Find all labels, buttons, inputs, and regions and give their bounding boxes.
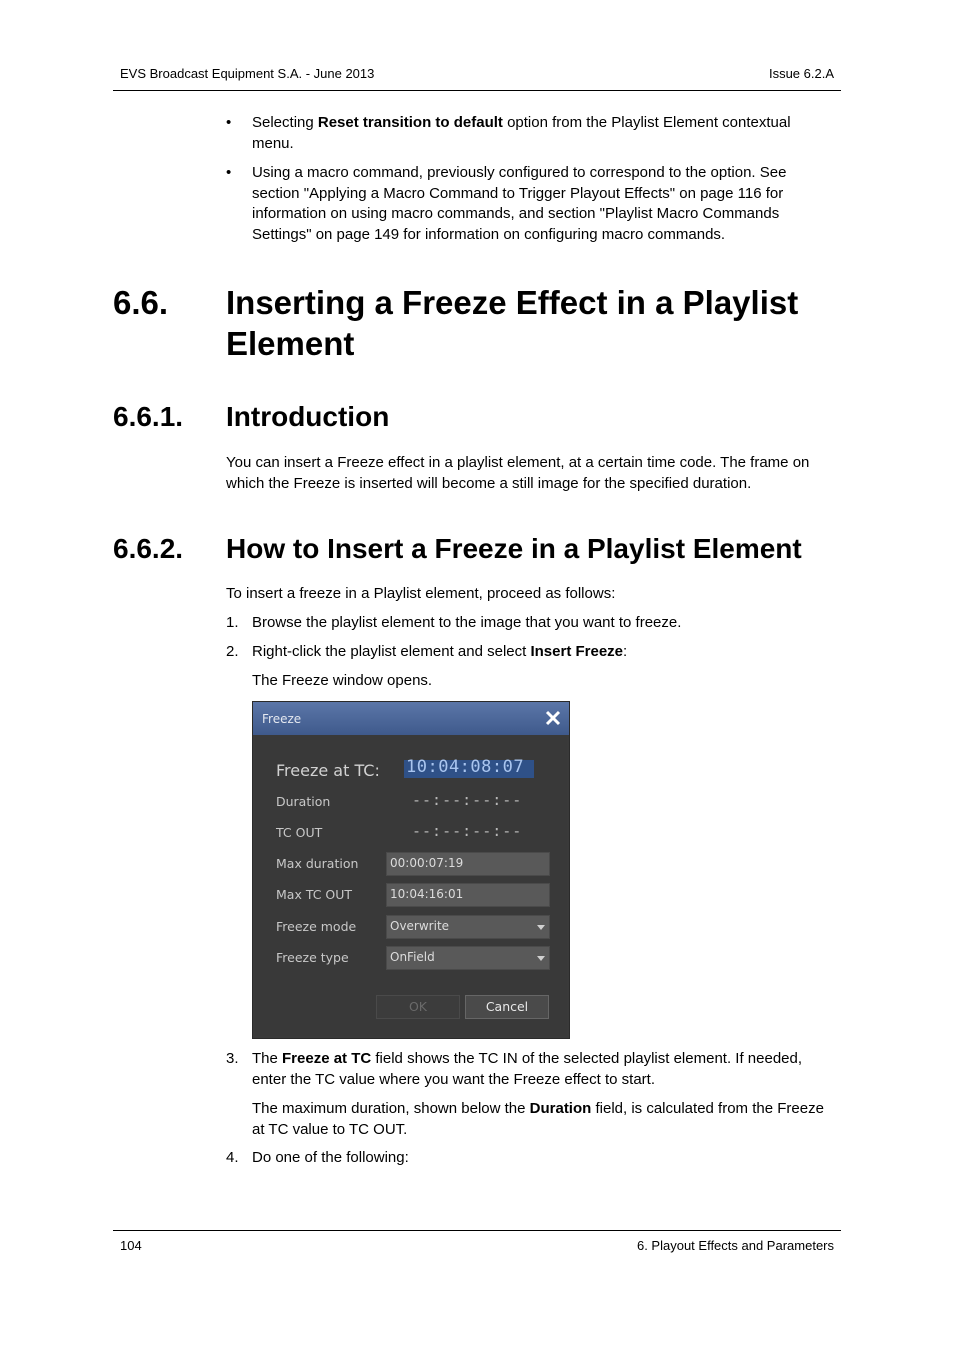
bullet-item: Selecting Reset transition to default option from the Playlist Element contextual menu. — [252, 114, 791, 152]
freeze-type-value: OnField — [390, 950, 435, 964]
max-duration-label: Max duration — [276, 856, 359, 871]
bullet-marker: • — [226, 164, 232, 181]
freeze-type-select[interactable] — [386, 946, 550, 970]
freeze-at-tc-input[interactable]: 10:04:08:07 — [406, 757, 525, 777]
freeze-type-label: Freeze type — [276, 950, 349, 965]
freeze-mode-select[interactable] — [386, 915, 550, 939]
dialog-title: Freeze — [262, 712, 302, 726]
step-text: Right-click the playlist element and select Insert Freeze: — [252, 643, 628, 660]
step-number: 2. — [226, 643, 239, 660]
step-number: 1. — [226, 614, 239, 631]
duration-input[interactable]: --:--:--:-- — [412, 791, 523, 809]
freeze-mode-label: Freeze mode — [276, 919, 357, 934]
freeze-dialog — [252, 701, 570, 1039]
max-duration-field — [386, 852, 550, 876]
max-tc-out-field — [386, 883, 550, 907]
header-left: EVS Broadcast Equipment S.A. - June 2013 — [120, 66, 375, 81]
close-icon[interactable] — [543, 708, 563, 728]
max-tc-out-value: 10:04:16:01 — [390, 887, 464, 901]
tc-out-label: TC OUT — [276, 825, 323, 840]
subsection-number: 6.6.2. — [113, 533, 184, 564]
bullet-item: Using a macro command, previously configured to correspond to the option. See section "Applying a Macro Command to Trigger Playout Effects" on page 116 for information on using macro commands, and section "Playlist Macro Commands Settings" on page 149 for information on configuring macro commands. — [252, 164, 787, 243]
footer-rule — [113, 1230, 841, 1231]
section-number: 6.6. — [113, 284, 169, 321]
subsection-title: Introduction — [226, 401, 390, 432]
paragraph: You can insert a Freeze effect in a playlist element, at a certain time code. The frame on which the Freeze is inserted will become a still image for the specified duration. — [226, 454, 810, 492]
header-right: Issue 6.2.A — [768, 66, 834, 81]
paragraph: To insert a freeze in a Playlist element, proceed as follows: — [226, 585, 616, 602]
step-number: 3. — [226, 1050, 239, 1067]
step-note: The maximum duration, shown below the Duration field, is calculated from the Freeze at TC value to TC OUT. — [252, 1100, 824, 1138]
header-rule — [113, 90, 841, 91]
dialog-title-bar[interactable] — [253, 702, 569, 735]
footer-chapter: 6. Playout Effects and Parameters — [636, 1238, 834, 1253]
subsection-title: How to Insert a Freeze in a Playlist Element — [226, 533, 802, 564]
dialog-body — [255, 735, 567, 1036]
bullet-marker: • — [226, 114, 232, 131]
tc-out-input[interactable]: --:--:--:-- — [412, 822, 523, 840]
step-text: The Freeze at TC field shows the TC IN of the selected playlist element. If needed, enter the TC value where you want the Freeze effect to start. — [252, 1050, 803, 1088]
freeze-at-tc-label: Freeze at TC: — [276, 761, 380, 780]
chevron-down-icon — [537, 925, 545, 930]
chevron-down-icon — [537, 956, 545, 961]
duration-label: Duration — [276, 794, 331, 809]
page-number: 104 — [120, 1238, 142, 1253]
section-title: Inserting a Freeze Effect in a Playlist Element — [226, 284, 799, 362]
max-duration-value: 00:00:07:19 — [390, 856, 464, 870]
step-note: The Freeze window opens. — [252, 672, 433, 689]
step-text: Do one of the following: — [252, 1149, 409, 1166]
step-number: 4. — [226, 1149, 239, 1166]
max-tc-out-label: Max TC OUT — [276, 887, 353, 902]
freeze-mode-value: Overwrite — [390, 919, 450, 933]
cancel-button[interactable]: Cancel — [465, 995, 549, 1019]
subsection-number: 6.6.1. — [113, 401, 184, 432]
ok-button[interactable]: OK — [376, 995, 460, 1019]
step-text: Browse the playlist element to the image that you want to freeze. — [252, 614, 682, 631]
